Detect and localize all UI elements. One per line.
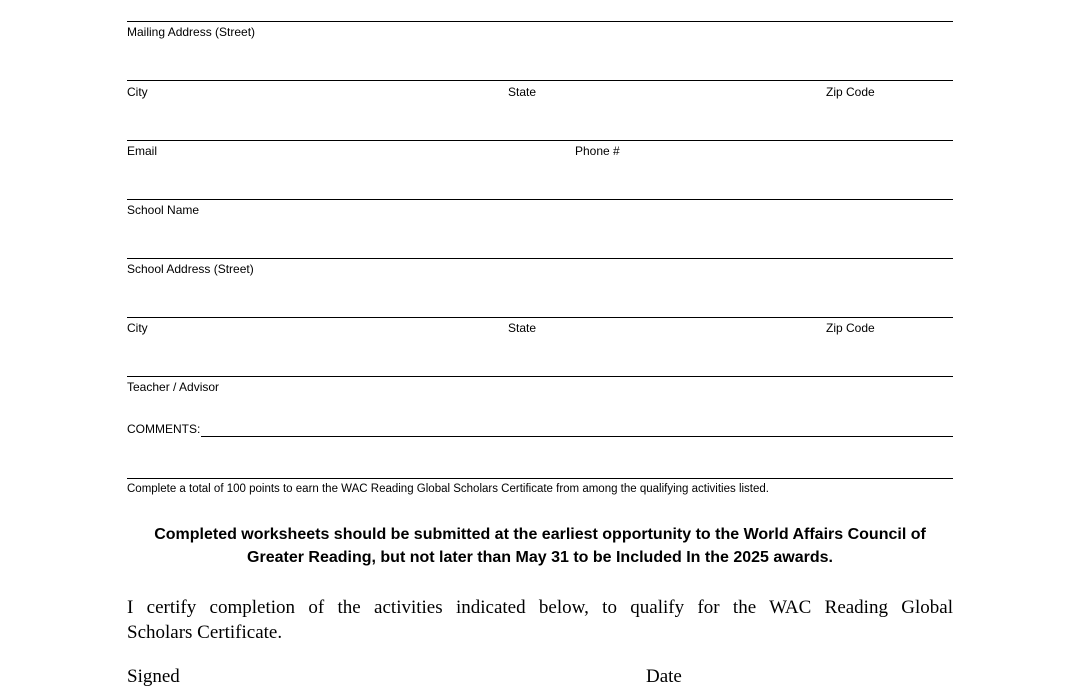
city-state-zip-line-2[interactable] bbox=[127, 317, 953, 318]
email-label: Email bbox=[127, 144, 158, 158]
comments-second-line[interactable] bbox=[127, 478, 953, 479]
submission-notice bbox=[127, 523, 953, 569]
state-label-1: State bbox=[508, 85, 537, 99]
date-label: Date bbox=[646, 666, 682, 687]
school-name-line[interactable] bbox=[127, 199, 953, 200]
mailing-address-line[interactable] bbox=[127, 21, 953, 22]
certification-statement bbox=[127, 595, 953, 645]
teacher-advisor-label: Teacher / Advisor bbox=[127, 380, 220, 394]
certification-line-1: I certify completion of the activities indicated below, to qualify for the WAC Reading Global bbox=[127, 597, 953, 618]
submission-notice-line-1: Completed worksheets should be submitted at the earliest opportunity to the World Affairs Council of bbox=[154, 526, 926, 543]
city-state-zip-line-1[interactable] bbox=[127, 80, 953, 81]
submission-notice-line-2: Greater Reading, but not later than May 31 to be Included In the 2025 awards. bbox=[247, 549, 833, 566]
email-phone-line[interactable] bbox=[127, 140, 953, 141]
zip-code-label-2: Zip Code bbox=[826, 321, 875, 335]
comments-label: COMMENTS: bbox=[127, 422, 201, 436]
school-address-label: School Address (Street) bbox=[127, 262, 254, 276]
city-label-2: City bbox=[127, 321, 148, 335]
signed-label: Signed bbox=[127, 666, 180, 687]
points-note: Complete a total of 100 points to earn the WAC Reading Global Scholars Certificate from among the qualifying activities listed. bbox=[127, 483, 769, 495]
state-label-2: State bbox=[508, 321, 537, 335]
zip-code-label-1: Zip Code bbox=[826, 85, 875, 99]
teacher-advisor-line[interactable] bbox=[127, 376, 953, 377]
certification-line-2: Scholars Certificate. bbox=[127, 622, 283, 643]
school-name-label: School Name bbox=[127, 203, 200, 217]
mailing-address-label: Mailing Address (Street) bbox=[127, 25, 256, 39]
city-label-1: City bbox=[127, 85, 148, 99]
school-address-line[interactable] bbox=[127, 258, 953, 259]
comments-line[interactable] bbox=[201, 436, 953, 437]
phone-label: Phone # bbox=[575, 144, 620, 158]
